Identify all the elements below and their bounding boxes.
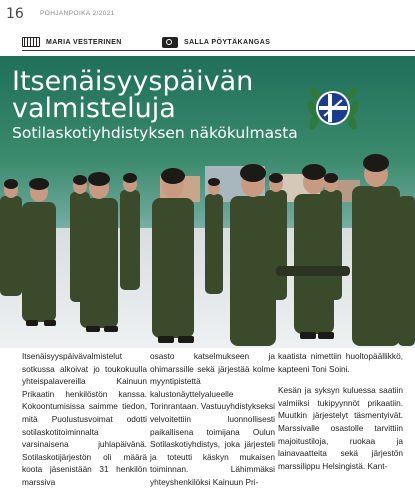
credits-rule	[22, 50, 415, 51]
page-number: 16	[6, 6, 24, 22]
publication-name: POHJANPOIKA 2/2021	[40, 10, 115, 17]
paragraph: kaatista nimettiin huoltopäällikkö, kapteeni Toni Soini.	[278, 351, 403, 374]
paragraph: Kesän ja syksyn kuluessa saatiin valmiiksi tukipyynnöt prikaatiin. Muutkin järjestelyt täsmentyivät. Marssivalle osastolle tarvittiin majoitustiloja, ruokaa ja lainavaatteita sekä järjestön marssilippu Helsingistä. Kant-	[278, 385, 403, 471]
hero-photo	[0, 56, 415, 348]
paragraph: osasto katselmukseen ja ohimarssille sekä järjestää kolme myyntipistettä kalustonäyttelyalueelle Torinrantaan. Vastuuyhdistykseksi velvoitettiin luonnollisesti paikallisena toimijana Oulun Sotilaskotiyhdistys, joka järjesteli ja toteutti käskyn mukaisen toiminnan. Lähimmäksi yhteyshenkilöksi Kainuun Pri-	[150, 351, 275, 487]
title-line-2: valmisteluja	[12, 93, 176, 124]
article-subtitle: Sotilaskotiyhdistyksen näkökulmasta	[12, 124, 298, 142]
keyboard-icon	[22, 37, 40, 47]
body-column-2	[150, 350, 275, 498]
article-title	[12, 68, 253, 122]
author-name: MARIA VESTERINEN	[46, 38, 122, 46]
title-line-1: Itsenäisyyspäivän	[12, 66, 254, 97]
sotilaskoti-emblem-icon	[302, 78, 364, 140]
photo-credit	[162, 37, 270, 48]
body-column-1	[22, 350, 147, 498]
body-column-3	[278, 350, 403, 481]
paragraph: Itsenäisyyspäivävalmistelut sotkussa alkoivat jo toukokuulla yhteispalavereilla Kainuun Prikaatin henkilöstön kanssa. Kokoontumisissa saimme tiedon, mitä Puolustusvoimat odotti sotilaskotitoiminnalta varsinaisena juhlapäivänä. Sotilaskotijärjestön oli määrä koota jäsenistään 31 henkilön marssiva	[22, 351, 147, 487]
author-credit	[22, 37, 122, 47]
photographer-name: SALLA PÖYTÄKANGAS	[184, 39, 271, 46]
soldiers-group	[0, 146, 415, 348]
page-header	[0, 0, 415, 26]
camera-icon	[162, 37, 178, 48]
